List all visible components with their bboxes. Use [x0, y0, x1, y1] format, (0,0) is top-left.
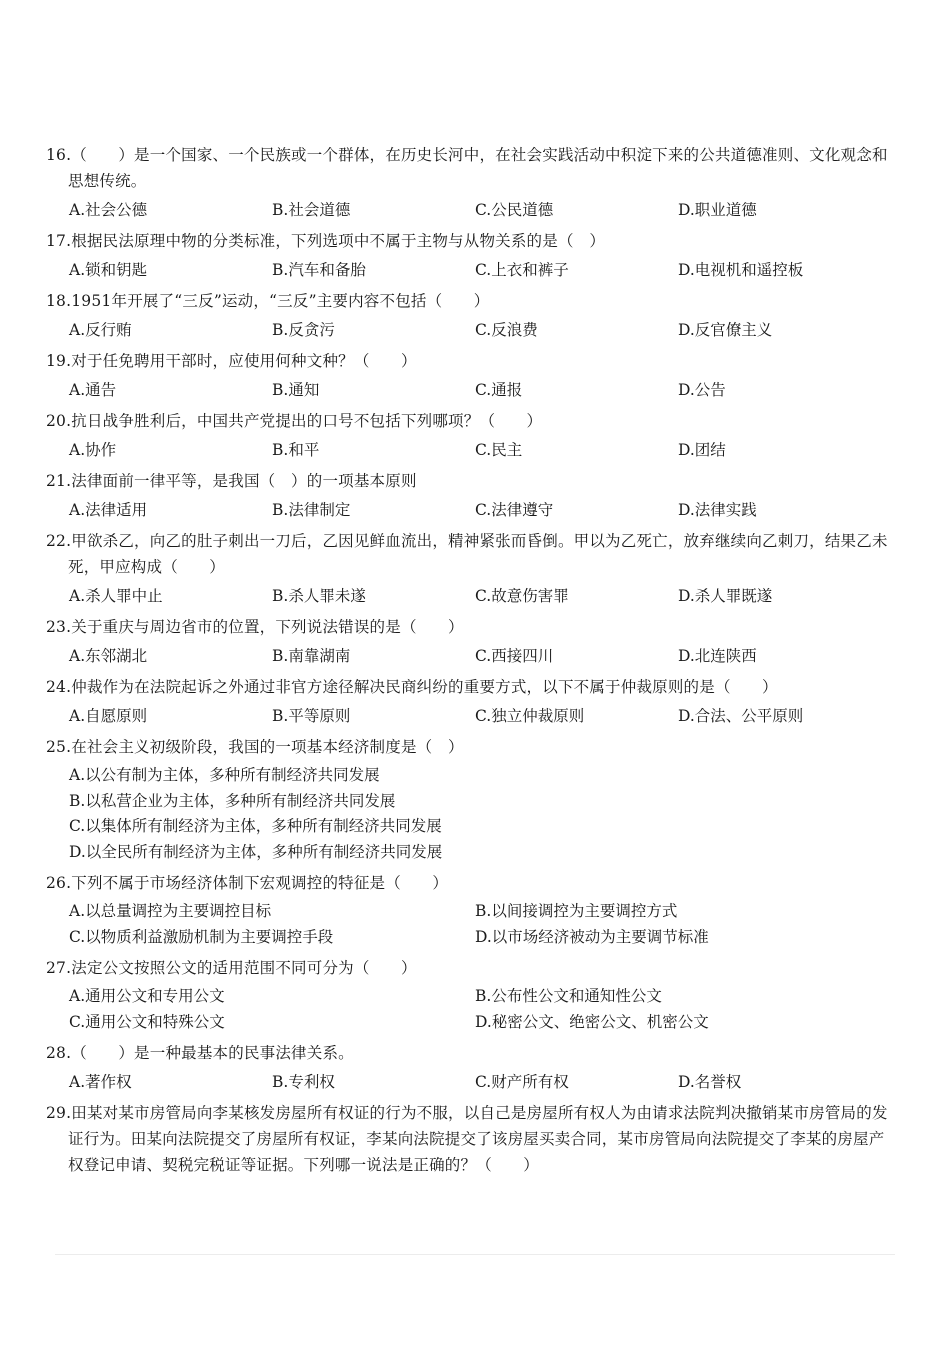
option: D.秘密公文、绝密公文、机密公文 — [475, 1012, 709, 1031]
question-22-options — [46, 583, 891, 609]
footer-divider — [55, 1254, 895, 1255]
question-17-options — [46, 257, 891, 283]
option: B.杀人罪未遂 — [272, 587, 366, 605]
option: B.通知 — [272, 381, 320, 399]
option: A.自愿原则 — [69, 707, 148, 725]
question-20-stem: 20.抗日战争胜利后，中国共产党提出的口号不包括下列哪项？（ ） — [46, 412, 543, 430]
option: C.通报 — [475, 381, 523, 399]
option: A.以总量调控为主要调控目标 — [69, 902, 272, 920]
question-26-options — [46, 899, 891, 950]
option: A.法律适用 — [69, 501, 148, 519]
option: C.上衣和裤子 — [475, 261, 569, 279]
question-list — [46, 142, 891, 1181]
option: B.和平 — [272, 441, 320, 459]
question-22-stem: 22.甲欲杀乙，向乙的肚子刺出一刀后，乙因见鲜血流出，精神紧张而昏倒。甲以为乙死亡，放弃继续向乙刺刀，结果乙未死，甲应构成（ ） — [46, 532, 888, 576]
question-18-stem: 18.1951年开展了“三反”运动，“三反”主要内容不包括（ ） — [46, 292, 490, 310]
option: A.通用公文和专用公文 — [69, 987, 225, 1005]
option: A.以公有制为主体，多种所有制经济共同发展 — [69, 766, 380, 784]
question-18-options — [46, 317, 891, 343]
question-17-stem: 17.根据民法原理中物的分类标准，下列选项中不属于主物与从物关系的是（ ） — [46, 232, 606, 250]
question-28-options — [46, 1069, 891, 1095]
option: D.以全民所有制经济为主体，多种所有制经济共同发展 — [69, 842, 443, 861]
option: B.汽车和备胎 — [272, 261, 366, 279]
option: D.公告 — [678, 381, 726, 399]
question-29-stem: 29.田某对某市房管局向李某核发房屋所有权证的行为不服，以自己是房屋所有权人为由请求法院判决撤销某市房管局的发证行为。田某向法院提交了房屋所有权证，李某向法院提交了该房屋买卖合同，某市房管局向法院提交了李某的房屋产权登记申请、契税完税证等证据。下列哪一说法是正确的？（ ） — [46, 1104, 888, 1174]
option: B.社会道德 — [272, 201, 351, 219]
question-21-stem: 21.法律面前一律平等，是我国（ ）的一项基本原则 — [46, 472, 417, 490]
option: A.反行贿 — [69, 321, 132, 339]
option: A.协作 — [69, 441, 117, 459]
option: A.通告 — [69, 381, 117, 399]
question-23-options — [46, 643, 891, 669]
question-27-stem: 27.法定公文按照公文的适用范围不同可分为（ ） — [46, 959, 417, 977]
option: B.专利权 — [272, 1073, 335, 1091]
option: B.平等原则 — [272, 707, 351, 725]
option: B.公布性公文和通知性公文 — [475, 987, 662, 1005]
question-19-options — [46, 377, 891, 403]
question-23-stem: 23.关于重庆与周边省市的位置，下列说法错误的是（ ） — [46, 618, 464, 636]
question-24-options — [46, 703, 891, 729]
question-19-stem: 19.对于任免聘用干部时，应使用何种文种？（ ） — [46, 352, 417, 370]
option: D.法律实践 — [678, 501, 757, 519]
option: D.团结 — [678, 441, 726, 459]
option: C.反浪费 — [475, 321, 538, 339]
option: D.以市场经济被动为主要调节标准 — [475, 927, 709, 946]
option: C.独立仲裁原则 — [475, 707, 585, 725]
option: A.锁和钥匙 — [69, 261, 148, 279]
question-16-options — [46, 197, 891, 223]
option: C.民主 — [475, 441, 523, 459]
option: B.以私营企业为主体，多种所有制经济共同发展 — [69, 791, 396, 810]
option: B.南靠湖南 — [272, 647, 351, 665]
option: D.北连陕西 — [678, 647, 757, 665]
option: A.杀人罪中止 — [69, 587, 163, 605]
question-16-stem: 16.（ ）是一个国家、一个民族或一个群体，在历史长河中，在社会实践活动中积淀下来的公共道德准则、文化观念和思想传统。 — [46, 146, 888, 190]
option: D.名誉权 — [678, 1073, 742, 1091]
option: D.反官僚主义 — [678, 321, 773, 339]
option: A.社会公德 — [69, 201, 148, 219]
option: C.以集体所有制经济为主体，多种所有制经济共同发展 — [69, 817, 442, 835]
option: B.以间接调控为主要调控方式 — [475, 902, 678, 920]
option: D.职业道德 — [678, 201, 757, 219]
question-20-options — [46, 437, 891, 463]
option: C.通用公文和特殊公文 — [69, 1012, 225, 1031]
option: A.东邻湖北 — [69, 647, 148, 665]
question-26-stem: 26.下列不属于市场经济体制下宏观调控的特征是（ ） — [46, 874, 449, 892]
option: C.故意伤害罪 — [475, 587, 569, 605]
option: D.电视机和遥控板 — [678, 261, 804, 279]
option: A.著作权 — [69, 1073, 132, 1091]
option: C.西接四川 — [475, 647, 554, 665]
option: D.杀人罪既遂 — [678, 587, 773, 605]
question-27-options — [46, 984, 891, 1035]
question-25-options — [46, 763, 891, 865]
option: B.法律制定 — [272, 501, 351, 519]
option: B.反贪污 — [272, 321, 335, 339]
question-28-stem: 28.（ ）是一种最基本的民事法律关系。 — [46, 1044, 354, 1062]
question-24-stem: 24.仲裁作为在法院起诉之外通过非官方途径解决民商纠纷的重要方式，以下不属于仲裁原则的是（ ） — [46, 678, 778, 696]
option: C.法律遵守 — [475, 501, 554, 519]
option: C.财产所有权 — [475, 1073, 569, 1091]
option: D.合法、公平原则 — [678, 707, 804, 725]
option: C.公民道德 — [475, 201, 554, 219]
question-21-options — [46, 497, 891, 523]
option: C.以物质利益激励机制为主要调控手段 — [69, 927, 334, 946]
question-25-stem: 25.在社会主义初级阶段，我国的一项基本经济制度是（ ） — [46, 738, 464, 756]
